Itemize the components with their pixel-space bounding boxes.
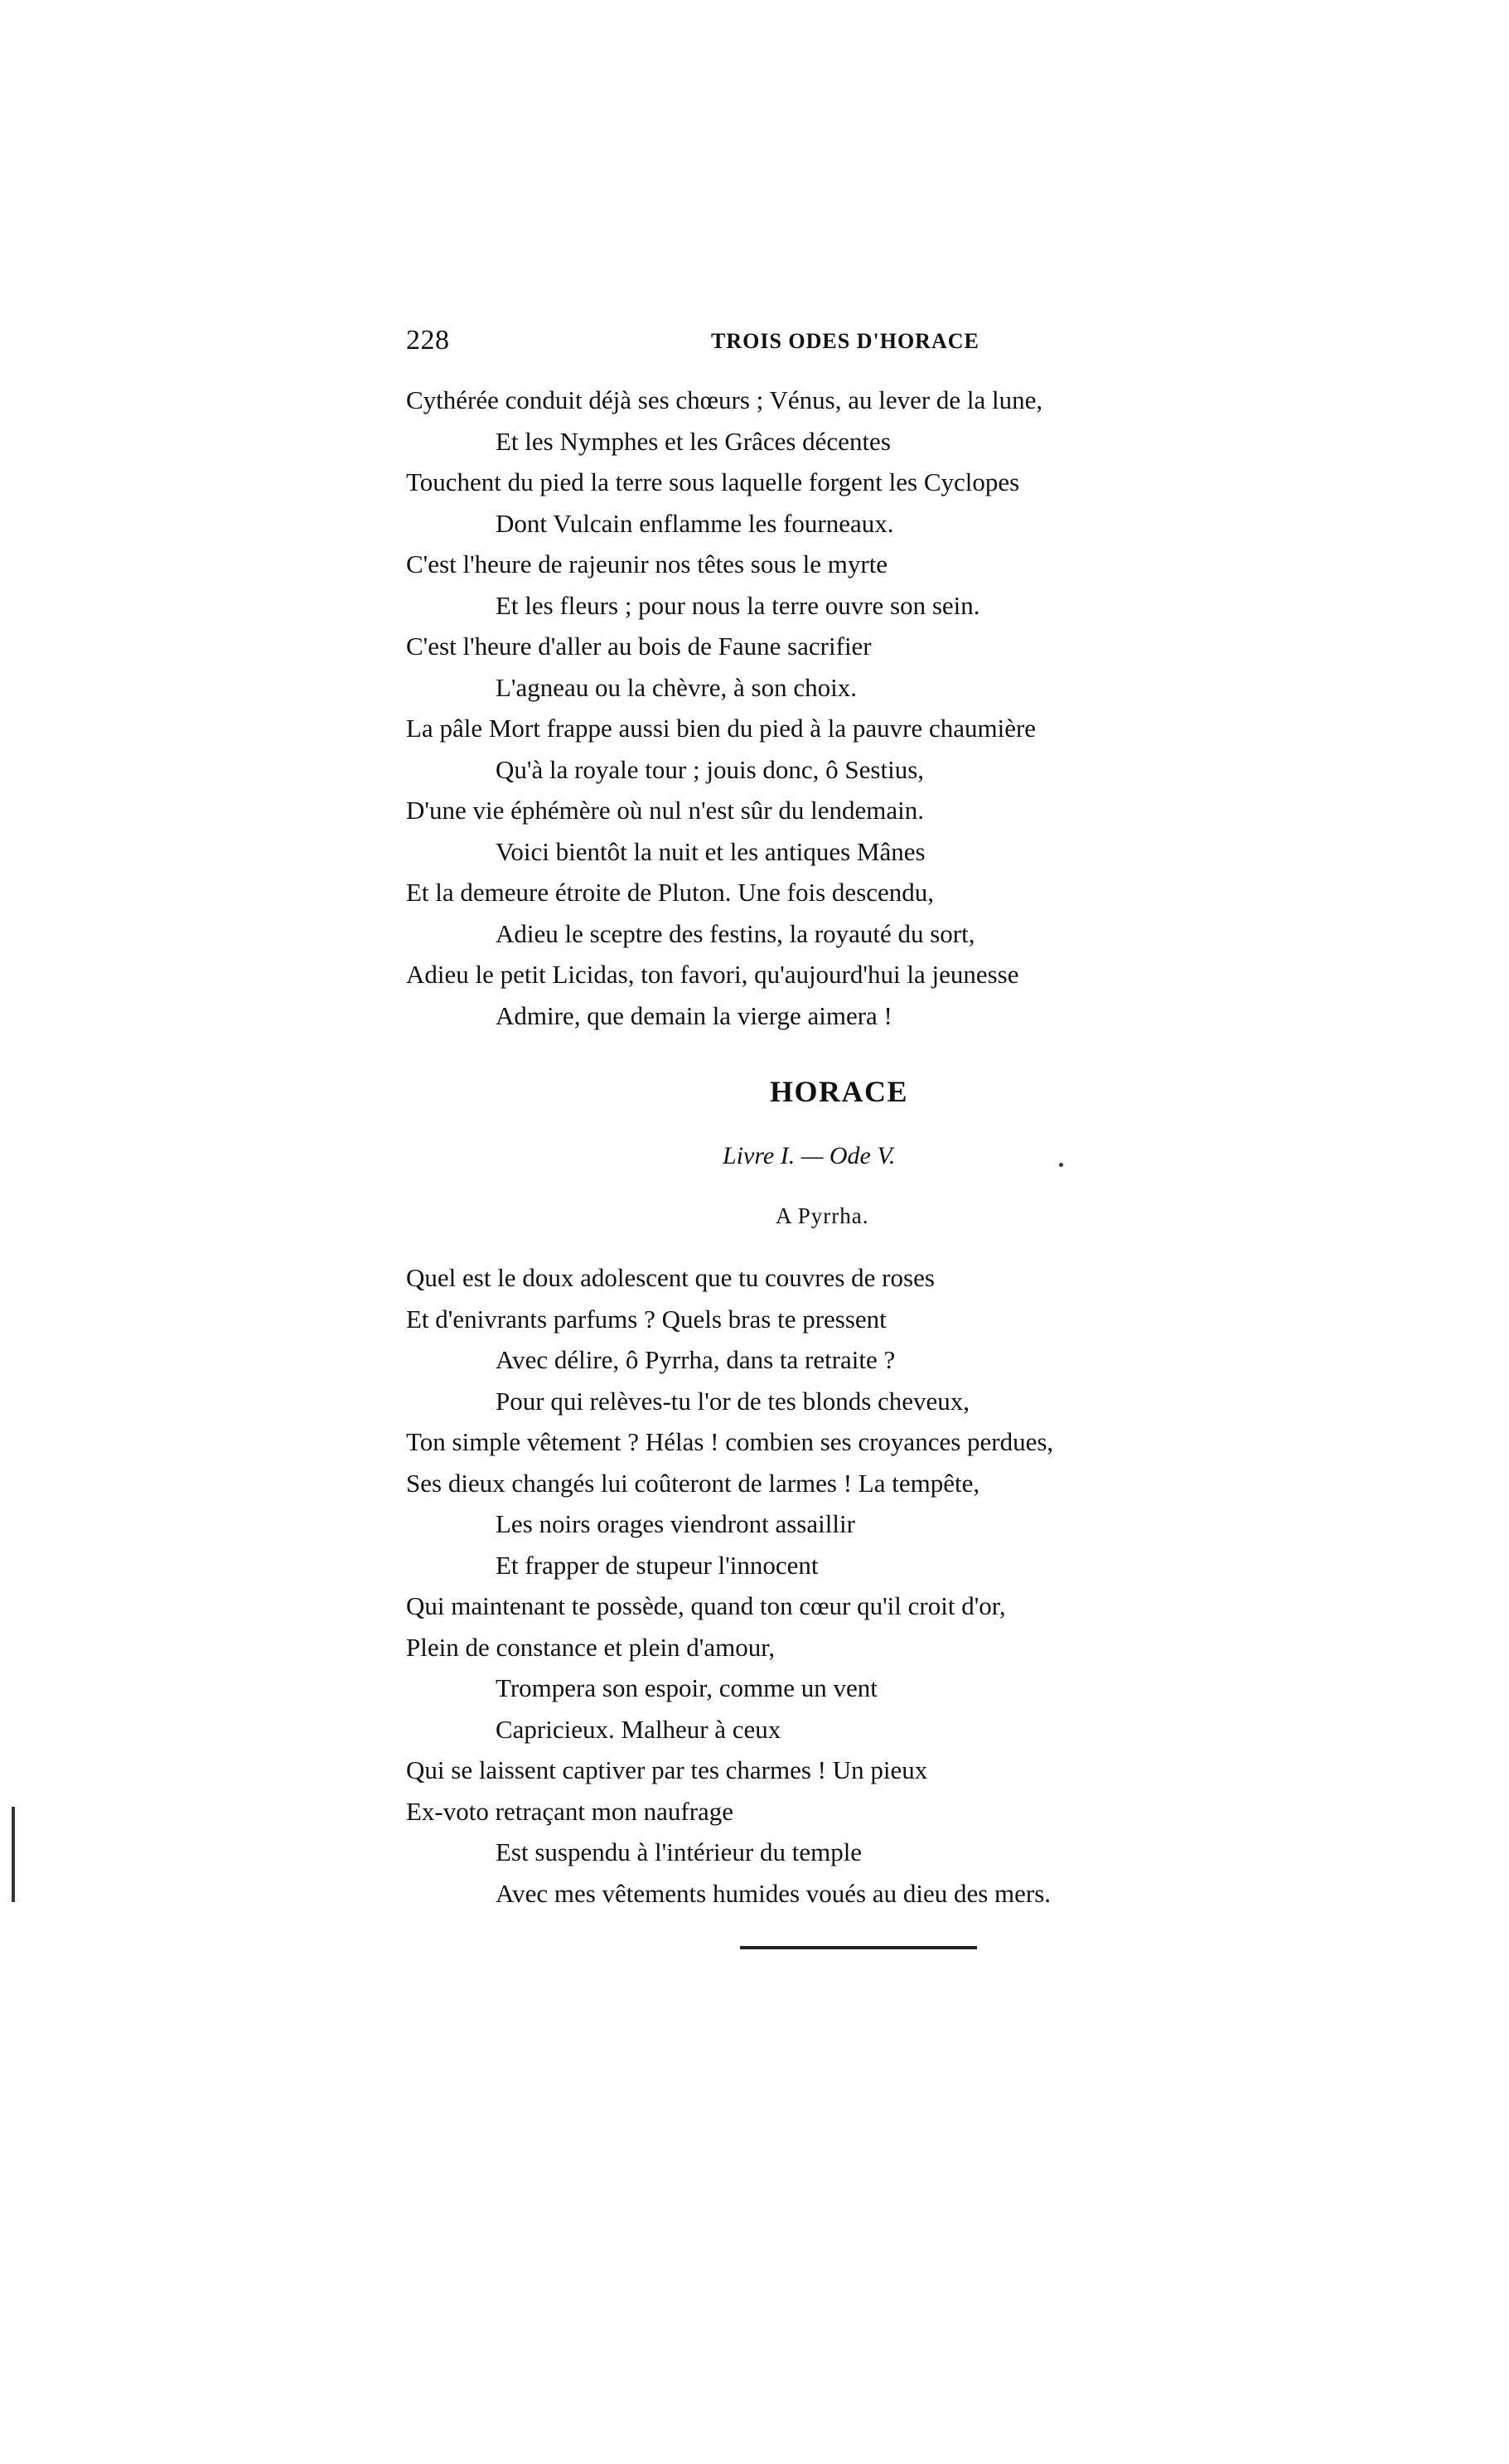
page-number: 228 bbox=[406, 325, 450, 356]
ink-dot bbox=[1059, 1163, 1063, 1167]
verse-line: Est suspendu à l'intérieur du temple bbox=[496, 1837, 863, 1866]
verse-line: La pâle Mort frappe aussi bien du pied à la pauvre chaumière bbox=[406, 714, 1037, 743]
verse-line: Les noirs orages viendront assaillir bbox=[496, 1509, 855, 1538]
verse-line: Qui maintenant te possède, quand ton cœur qu'il croit d'or, bbox=[406, 1591, 1006, 1620]
verse-line: Ses dieux changés lui coûteront de larmes ! La tempête, bbox=[406, 1468, 980, 1498]
verse-line: Adieu le petit Licidas, ton favori, qu'aujourd'hui la jeunesse bbox=[406, 960, 1019, 989]
verse-line: Ton simple vêtement ? Hélas ! combien ses croyances perdues, bbox=[406, 1427, 1054, 1456]
page-header bbox=[406, 325, 1003, 365]
verse-line: Voici bientôt la nuit et les antiques Mânes bbox=[496, 836, 926, 866]
verse-line: Avec délire, ô Pyrrha, dans ta retraite ? bbox=[496, 1345, 896, 1374]
verse-line: Et la demeure étroite de Pluton. Une fois descendu, bbox=[406, 878, 935, 907]
verse-line: Pour qui relèves-tu l'or de tes blonds cheveux, bbox=[496, 1386, 970, 1416]
verse-line: Trompera son espoir, comme un vent bbox=[496, 1673, 878, 1702]
margin-mark bbox=[12, 1807, 15, 1902]
verse-line: Plein de constance et plein d'amour, bbox=[406, 1632, 776, 1662]
poet-heading: HORACE bbox=[770, 1075, 909, 1108]
verse-line: Admire, que demain la vierge aimera ! bbox=[496, 1000, 892, 1030]
verse-line: Et les fleurs ; pour nous la terre ouvre son sein. bbox=[496, 590, 980, 620]
verse-line: Qui se laissent captiver par tes charmes ! Un pieux bbox=[406, 1755, 928, 1784]
verse-line: Et les Nymphes et les Grâces décentes bbox=[496, 426, 891, 456]
verse-line: Ex-voto retraçant mon naufrage bbox=[406, 1796, 734, 1826]
running-title: TROIS ODES D'HORACE bbox=[711, 329, 979, 353]
verse-line: Avec mes vêtements humides voués au dieu des mers. bbox=[496, 1878, 1052, 1908]
verse-block-bottom bbox=[406, 1257, 1251, 1914]
end-rule bbox=[740, 1946, 977, 1949]
verse-line: Capricieux. Malheur à ceux bbox=[496, 1714, 781, 1744]
verse-line: C'est l'heure de rajeunir nos têtes sous le myrte bbox=[406, 549, 888, 578]
verse-line: Touchent du pied la terre sous laquelle forgent les Cyclopes bbox=[406, 467, 1020, 496]
verse-block-top bbox=[406, 380, 1251, 1036]
verse-line: Quel est le doux adolescent que tu couvres de roses bbox=[406, 1263, 935, 1292]
verse-line: Et frapper de stupeur l'innocent bbox=[496, 1550, 819, 1580]
dedication: A Pyrrha. bbox=[776, 1203, 869, 1228]
verse-line: Qu'à la royale tour ; jouis donc, ô Sestius, bbox=[496, 754, 925, 784]
verse-line: Adieu le sceptre des festins, la royauté du sort, bbox=[496, 918, 975, 948]
verse-line: Et d'enivrants parfums ? Quels bras te pressent bbox=[406, 1304, 887, 1334]
verse-line: Dont Vulcain enflamme les fourneaux. bbox=[496, 508, 894, 538]
verse-line: D'une vie éphémère où nul n'est sûr du lendemain. bbox=[406, 796, 924, 825]
verse-line: C'est l'heure d'aller au bois de Faune sacrifier bbox=[406, 632, 872, 661]
book-reference: Livre I. — Ode V. bbox=[723, 1142, 896, 1169]
verse-line: Cythérée conduit déjà ses chœurs ; Vénus, au lever de la lune, bbox=[406, 385, 1043, 414]
verse-line: L'agneau ou la chèvre, à son choix. bbox=[496, 672, 857, 702]
